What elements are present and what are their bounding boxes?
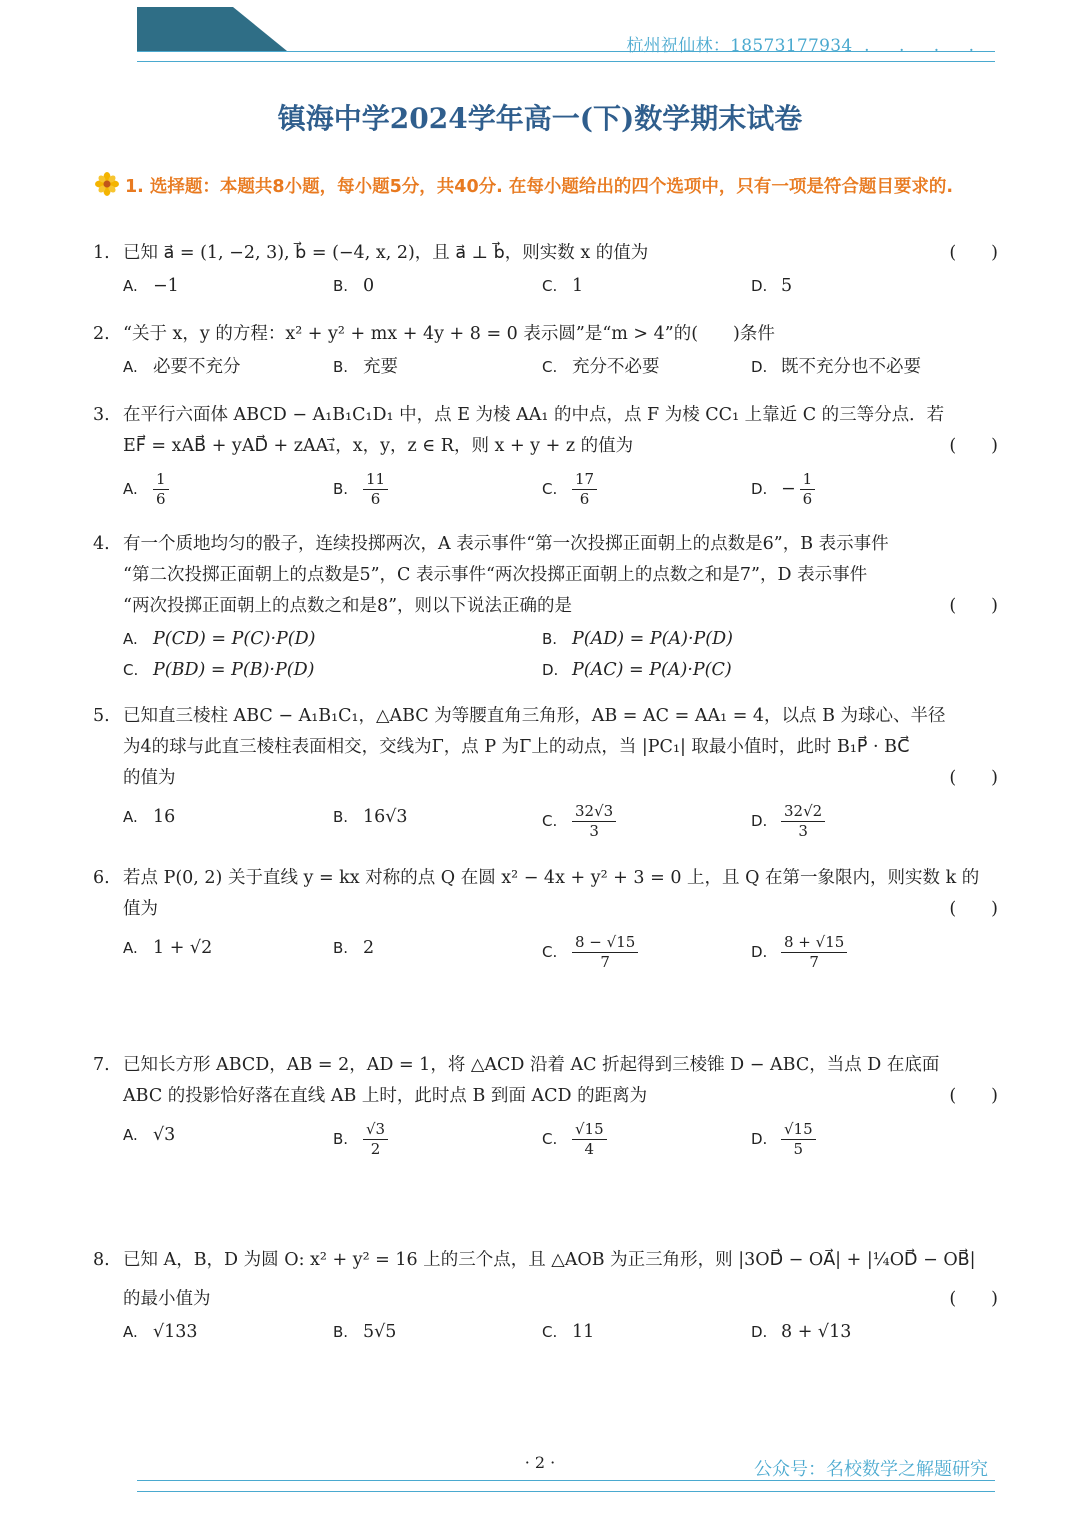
question-stem-cont: 值为 xyxy=(123,899,158,919)
question-stem-cont: “两次投掷正面朝上的点数之和是8”，则以下说法正确的是 xyxy=(123,596,573,616)
question-stem: 在平行六面体 ABCD − A₁B₁C₁D₁ 中，点 E 为棱 AA₁ 的中点，点 F 为棱 CC₁ 上靠近 C 的三等分点．若 xyxy=(123,405,945,425)
question-1 xyxy=(93,238,998,307)
question-number: 4. xyxy=(93,534,110,554)
question-number: 7. xyxy=(93,1055,110,1075)
question-stem-cont: 为4的球与此直三棱柱表面相交，交线为Γ，点 P 为Γ上的动点，当 |PC₁| 取最小值时，此时 B₁P⃗ · BC⃗ xyxy=(123,737,910,757)
question-number: 5. xyxy=(93,706,110,726)
question-stem-cont: EF⃗ = xAB⃗ + yAD⃗ + zAA₁⃗，x，y，z ∈ R，则 x + y + z 的值为 xyxy=(123,436,634,456)
option-a: A. 1 + √2 xyxy=(123,938,213,958)
option-b: B. $\frac{11}{6}$ xyxy=(333,470,388,509)
question-stem: 已知直三棱柱 ABC − A₁B₁C₁，△ABC 为等腰直角三角形，AB = AC = AA₁ = 4，以点 B 为球心、半径 xyxy=(123,706,946,726)
option-b: B. $\frac{√3}{2}$ xyxy=(333,1120,388,1159)
question-stem: 已知长方形 ABCD，AB = 2，AD = 1，将 △ACD 沿着 AC 折起得到三棱锥 D − ABC，当点 D 在底面 xyxy=(123,1055,940,1075)
option-d: D. $\frac{√15}{5}$ xyxy=(751,1120,816,1159)
question-6 xyxy=(93,863,998,977)
page-number: · 2 · xyxy=(524,1453,556,1472)
page-title: 镇海中学2024学年高一(下)数学期末试卷 xyxy=(277,102,803,135)
answer-paren: ( ) xyxy=(949,596,998,616)
question-stem-cont: 的值为 xyxy=(123,768,176,788)
question-stem: 已知 A，B，D 为圆 O: x² + y² = 16 上的三个点，且 △AOB 为正三角形，则 |3OD⃗ − OA⃗| + |¼OD⃗ − OB⃗| xyxy=(123,1250,976,1270)
option-d: D. P(AC) = P(A)·P(C) xyxy=(542,660,732,680)
option-b: B. 16√3 xyxy=(333,807,408,827)
question-stem-cont: 的最小值为 xyxy=(123,1289,211,1309)
question-2 xyxy=(93,319,998,388)
answer-paren: ( ) xyxy=(949,243,998,263)
question-7 xyxy=(93,1050,998,1164)
option-c: C. $\frac{32√3}{3}$ xyxy=(542,802,616,841)
option-d: D. 5 xyxy=(751,276,793,296)
option-c: C. $\frac{17}{6}$ xyxy=(542,470,597,509)
option-c: C. 11 xyxy=(542,1322,595,1342)
option-a: A. √133 xyxy=(123,1322,198,1342)
question-number: 6. xyxy=(93,868,110,888)
question-8 xyxy=(93,1245,998,1353)
option-b: B. P(AD) = P(A)·P(D) xyxy=(542,629,733,649)
answer-paren: ( ) xyxy=(949,768,998,788)
option-b: B. 0 xyxy=(333,276,375,296)
question-number: 1. xyxy=(93,243,110,263)
footer-rule-top xyxy=(137,1480,995,1481)
option-c: C. 充分不必要 xyxy=(542,357,660,377)
footer-rule-bottom xyxy=(137,1491,995,1492)
option-d: D. 8 + √13 xyxy=(751,1322,852,1342)
question-3 xyxy=(93,400,998,514)
option-d: D. − $\frac{1}{6}$ xyxy=(751,470,815,509)
question-number: 2. xyxy=(93,324,110,344)
option-c: C. $\frac{√15}{4}$ xyxy=(542,1120,607,1159)
answer-paren: ( ) xyxy=(949,1086,998,1106)
question-stem: 若点 P(0, 2) 关于直线 y = kx 对称的点 Q 在圆 x² − 4x + y² + 3 = 0 上，且 Q 在第一象限内，则实数 k 的 xyxy=(123,868,980,888)
section-heading-text: 1. 选择题：本题共8小题，每小题5分，共40分. 在每小题给出的四个选项中，只有一项是符合题目要求的. xyxy=(125,177,954,197)
option-a: A. P(CD) = P(C)·P(D) xyxy=(123,629,316,649)
question-number: 8. xyxy=(93,1250,110,1270)
question-stem-cont: ABC 的投影恰好落在直线 AB 上时，此时点 B 到面 ACD 的距离为 xyxy=(123,1086,648,1106)
question-stem: 有一个质地均匀的骰子，连续投掷两次，A 表示事件“第一次投掷正面朝上的点数是6”，B 表示事件 xyxy=(123,534,889,554)
question-stem: 已知 a⃗ = (1, −2, 3), b⃗ = (−4, x, 2)，且 a⃗ ⊥ b⃗，则实数 x 的值为 xyxy=(123,243,649,263)
option-d: D. 既不充分也不必要 xyxy=(751,357,921,377)
option-c: C. 1 xyxy=(542,276,584,296)
option-d: D. $\frac{32√2}{3}$ xyxy=(751,802,825,841)
option-d: D. $\frac{8 + √15}{7}$ xyxy=(751,933,847,972)
answer-paren: ( ) xyxy=(949,899,998,919)
option-a: A. $\frac{1}{6}$ xyxy=(123,470,169,509)
option-b: B. 充要 xyxy=(333,357,398,377)
section-heading xyxy=(93,172,998,203)
option-a: A. −1 xyxy=(123,276,179,296)
question-stem-cont: “第二次投掷正面朝上的点数是5”，C 表示事件“两次投掷正面朝上的点数之和是7”，D 表示事件 xyxy=(123,565,868,585)
header-contact xyxy=(626,31,986,56)
question-number: 3. xyxy=(93,405,110,425)
header-banner-shape xyxy=(137,7,287,51)
flower-icon xyxy=(93,172,121,196)
question-5 xyxy=(93,701,998,846)
option-a: A. √3 xyxy=(123,1125,176,1145)
footer-wechat: 公众号：名校数学之解题研究 xyxy=(754,1459,988,1480)
option-a: A. 必要不充分 xyxy=(123,357,241,377)
question-stem: “关于 x，y 的方程：x² + y² + mx + 4y + 8 = 0 表示圆”是“m > 4”的( )条件 xyxy=(123,324,775,344)
answer-paren: ( ) xyxy=(949,436,998,456)
option-b: B. 2 xyxy=(333,938,375,958)
option-a: A. 16 xyxy=(123,807,176,827)
option-b: B. 5√5 xyxy=(333,1322,397,1342)
answer-paren: ( ) xyxy=(949,1289,998,1309)
header-rule-bottom xyxy=(137,61,995,62)
question-4 xyxy=(93,529,998,686)
option-c: C. $\frac{8 - √15}{7}$ xyxy=(542,933,638,972)
header-contact-text: 杭州祝仙林：18573177934 xyxy=(626,36,853,56)
option-c: C. P(BD) = P(B)·P(D) xyxy=(123,660,315,680)
header-dots: . . . . xyxy=(864,36,986,56)
